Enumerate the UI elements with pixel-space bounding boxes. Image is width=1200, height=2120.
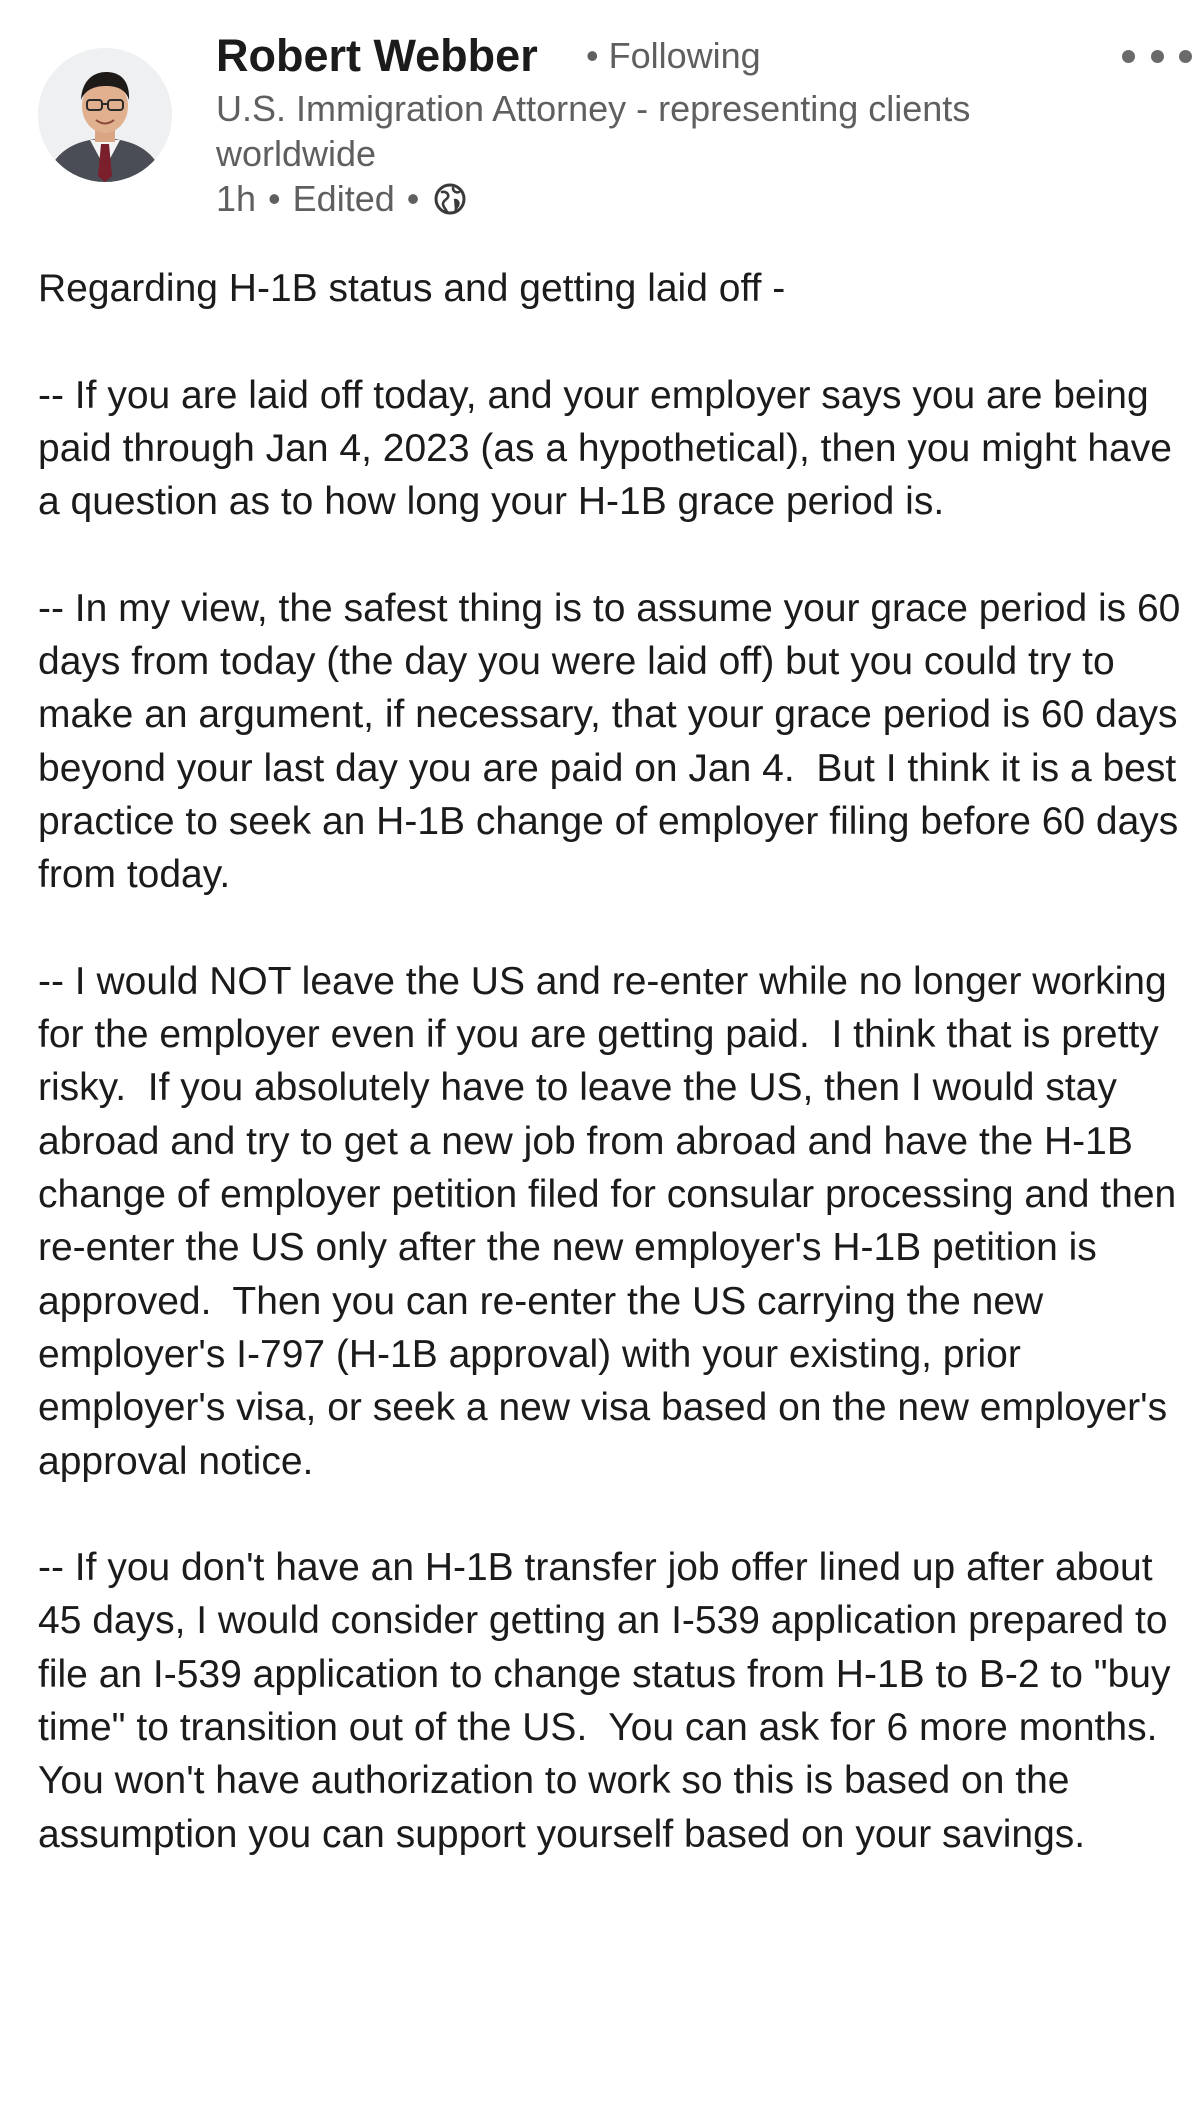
avatar-portrait bbox=[38, 48, 172, 182]
avatar[interactable] bbox=[38, 48, 172, 182]
edited-label: Edited bbox=[292, 178, 395, 219]
post-body bbox=[38, 262, 1192, 1861]
separator-dot: • bbox=[406, 178, 420, 219]
post-paragraph: -- I would NOT leave the US and re-enter while no longer working for the employer even if you are getting paid. I think that is pretty risky. If you absolutely have to leave the US, then I would stay abroad and try to get a new job from abroad and have the H-1B change of employer petition filed for consular processing and then re-enter the US only after the new employer's H-1B petition is approved. Then you can re-enter the US carrying the new employer's I-797 (H-1B approval) with your existing, prior employer's visa, or seek a new visa based on the new employer's approval notice. bbox=[38, 959, 1188, 1483]
more-dot-icon bbox=[1151, 50, 1164, 63]
separator-dot: • bbox=[268, 178, 281, 219]
more-options-button[interactable] bbox=[1122, 36, 1192, 76]
follow-status-label: Following bbox=[608, 35, 761, 76]
post-meta bbox=[216, 176, 467, 222]
author-name[interactable]: Robert Webber bbox=[216, 30, 538, 81]
follow-status[interactable] bbox=[586, 32, 761, 80]
post-paragraph: -- In my view, the safest thing is to assume your grace period is 60 days from today (the day you were laid off) but you could try to make an argument, if necessary, that your grace period is 60 days beyond your last day you are paid on Jan 4. But I think it is a best practice to seek an H-1B change of employer filing before 60 days from today. bbox=[38, 586, 1192, 897]
separator-dot: • bbox=[586, 35, 599, 76]
post-time: 1h bbox=[216, 178, 257, 219]
post-paragraph: -- If you are laid off today, and your employer says you are being paid through Jan 4, 2023 (as a hypothetical), then you might have a question as to how long your H-1B grace period is. bbox=[38, 373, 1183, 524]
more-dot-icon bbox=[1122, 50, 1135, 63]
post-header bbox=[0, 0, 1200, 240]
more-dot-icon bbox=[1179, 50, 1192, 63]
author-headline: U.S. Immigration Attorney - representing clients worldwide bbox=[216, 88, 971, 174]
post-paragraph: Regarding H-1B status and getting laid off - bbox=[38, 267, 786, 310]
post-paragraph: -- If you don't have an H-1B transfer job offer lined up after about 45 days, I would consider getting an I-539 application prepared to file an I-539 application to change status from H-1B to B-2 to "buy time" to transition out of the US. You can ask for 6 more months. You won't have authorization to work so this is based on the assumption you can support yourself based on your savings. bbox=[38, 1546, 1182, 1856]
globe-icon bbox=[433, 182, 467, 216]
